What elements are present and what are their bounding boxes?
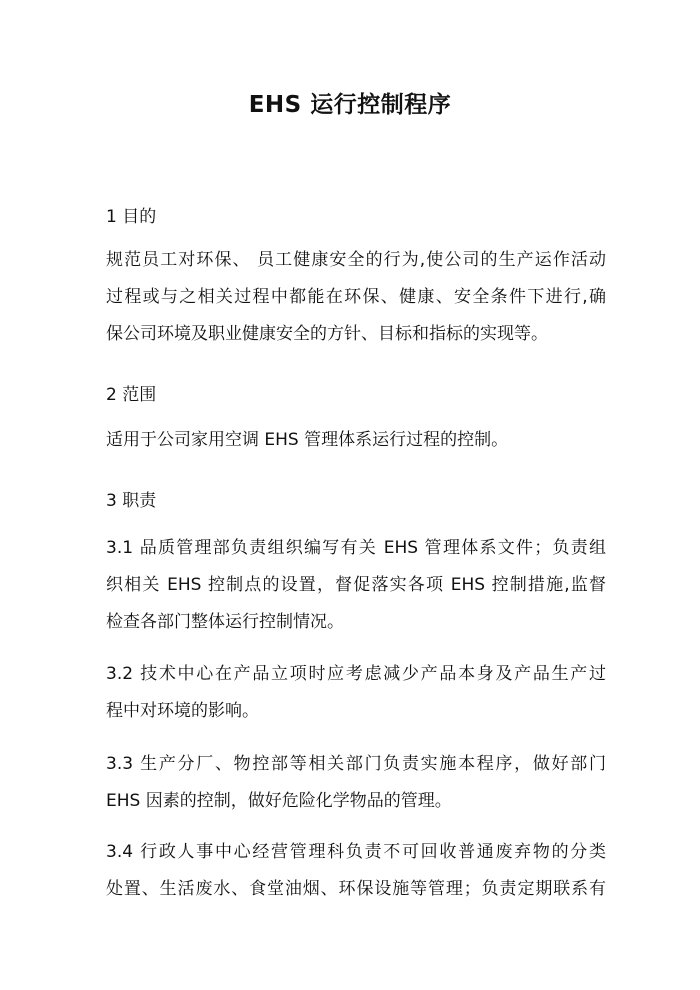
paragraph-line: 检查各部门整体运行控制情况。 — [106, 612, 344, 632]
paragraph-line: 适用于公司家用空调 EHS 管理体系运行过程的控制。 — [106, 430, 509, 450]
document-title: EHS 运行控制程序 — [248, 92, 452, 118]
paragraph-line: 3.3 生产分厂、物控部等相关部门负责实施本程序，做好部门 — [106, 754, 606, 774]
paragraph-line: 织相关 EHS 控制点的设置，督促落实各项 EHS 控制措施,监督 — [106, 575, 606, 595]
section-heading-scope: 2 范围 — [106, 385, 157, 405]
paragraph-purpose — [106, 242, 606, 353]
paragraph-line: 处置、生活废水、食堂油烟、环保设施等管理；负责定期联系有 — [106, 879, 606, 899]
section-heading-duties: 3 职责 — [106, 491, 157, 511]
paragraph-line: 程中对环境的影响。 — [106, 701, 259, 721]
section-heading-purpose: 1 目的 — [106, 207, 157, 227]
paragraph-scope — [106, 422, 606, 459]
duty-item-3-4 — [106, 834, 606, 908]
paragraph-line: 3.4 行政人事中心经营管理科负责不可回收普通废弃物的分类 — [106, 842, 606, 862]
paragraph-line: 3.1 品质管理部负责组织编写有关 EHS 管理体系文件；负责组 — [106, 538, 606, 558]
duty-item-3-1 — [106, 530, 606, 641]
paragraph-line: 过程或与之相关过程中都能在环保、健康、安全条件下进行,确 — [106, 287, 606, 307]
paragraph-line: 保公司环境及职业健康安全的方针、目标和指标的实现等。 — [106, 324, 548, 344]
duty-item-3-2 — [106, 656, 606, 730]
paragraph-line: 3.2 技术中心在产品立项时应考虑减少产品本身及产品生产过 — [106, 664, 606, 684]
paragraph-line: EHS 因素的控制，做好危险化学物品的管理。 — [106, 791, 452, 811]
paragraph-line: 规范员工对环保、 员工健康安全的行为,使公司的生产运作活动 — [106, 250, 606, 270]
duty-item-3-3 — [106, 746, 606, 820]
